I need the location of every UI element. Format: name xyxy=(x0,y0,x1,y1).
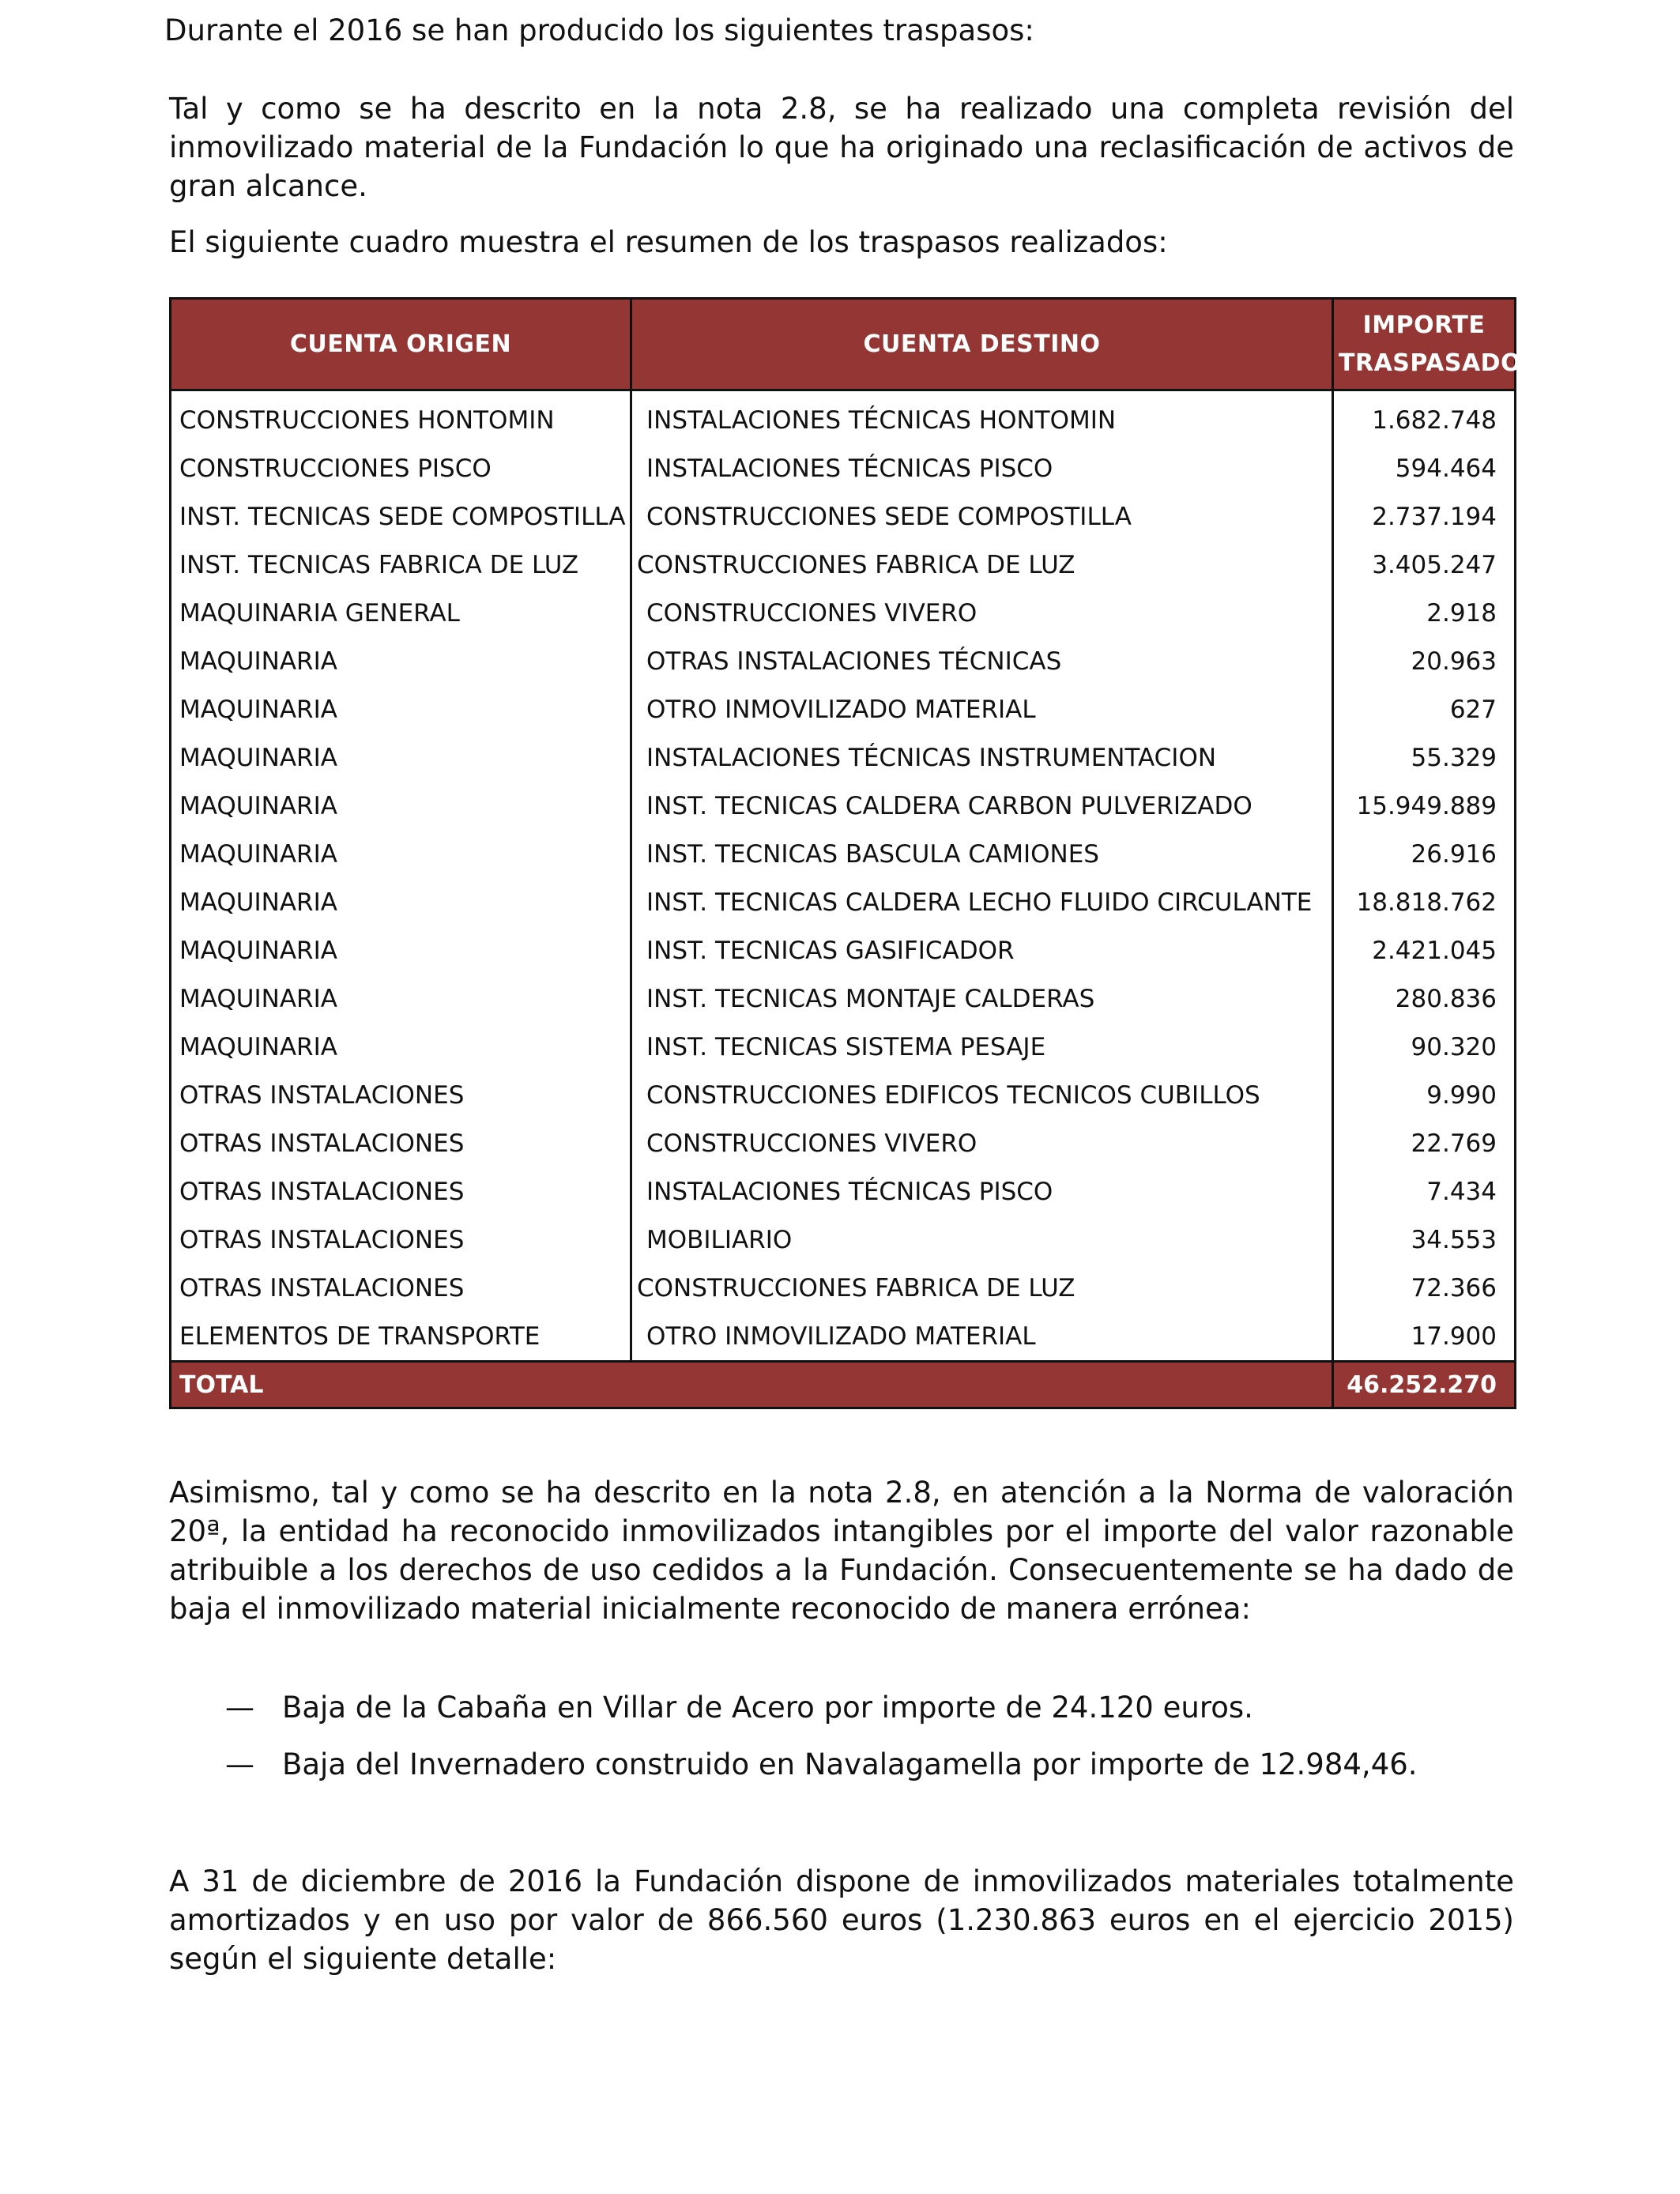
table-row xyxy=(171,685,1516,733)
cell-amount: 280.836 xyxy=(1333,974,1516,1023)
table-row xyxy=(171,1167,1516,1216)
table-row xyxy=(171,878,1516,926)
cell-amount: 7.434 xyxy=(1333,1167,1516,1216)
cell-origin: MAQUINARIA xyxy=(171,782,631,830)
cell-origin: MAQUINARIA xyxy=(171,878,631,926)
cell-origin: CONSTRUCCIONES PISCO xyxy=(171,444,631,492)
cell-destination: INSTALACIONES TÉCNICAS HONTOMIN xyxy=(631,390,1333,445)
table-total-row xyxy=(171,1362,1516,1408)
cell-destination: CONSTRUCCIONES VIVERO xyxy=(631,589,1333,637)
cell-origin: OTRAS INSTALACIONES xyxy=(171,1216,631,1264)
table-header-row xyxy=(171,299,1516,390)
cell-destination: INSTALACIONES TÉCNICAS PISCO xyxy=(631,1167,1333,1216)
cell-origin: MAQUINARIA xyxy=(171,733,631,782)
table-row xyxy=(171,782,1516,830)
bullet-item-cabana xyxy=(225,1688,1253,1727)
cell-amount: 1.682.748 xyxy=(1333,390,1516,445)
cell-origin: CONSTRUCCIONES HONTOMIN xyxy=(171,390,631,445)
cell-destination: INST. TECNICAS CALDERA CARBON PULVERIZADO xyxy=(631,782,1333,830)
table-row xyxy=(171,1119,1516,1167)
table-row xyxy=(171,492,1516,541)
transfers-table xyxy=(169,297,1522,1409)
paragraph-amortized: A 31 de diciembre de 2016 la Fundación dispone de inmovilizados materiales totalmente amortizados y en uso por valor de 866.560 euros (1.230.863 euros en el ejercicio 2015) según el siguiente detalle: xyxy=(169,1864,1514,1976)
cell-amount: 594.464 xyxy=(1333,444,1516,492)
total-amount: 46.252.270 xyxy=(1333,1362,1516,1408)
cell-origin: MAQUINARIA xyxy=(171,926,631,974)
cell-destination: OTRAS INSTALACIONES TÉCNICAS xyxy=(631,637,1333,685)
paragraph-revision: Tal y como se ha descrito en la nota 2.8, se ha realizado una completa revisión del inmovilizado material de la Fundación lo que ha originado una reclasificación de activos de gran alcance. xyxy=(169,92,1514,203)
cell-destination: INST. TECNICAS CALDERA LECHO FLUIDO CIRCULANTE xyxy=(631,878,1333,926)
intro-text: Durante el 2016 se han producido los siguientes traspasos: xyxy=(164,13,1034,47)
table-row xyxy=(171,733,1516,782)
table-row xyxy=(171,1312,1516,1362)
total-label: TOTAL xyxy=(171,1362,1333,1408)
table-row xyxy=(171,637,1516,685)
cell-amount: 627 xyxy=(1333,685,1516,733)
bullet-text: Baja del Invernadero construido en Navalagamella por importe de 12.984,46. xyxy=(282,1747,1418,1781)
cell-amount: 15.949.889 xyxy=(1333,782,1516,830)
cell-origin: MAQUINARIA xyxy=(171,637,631,685)
cell-destination: INST. TECNICAS GASIFICADOR xyxy=(631,926,1333,974)
table-row xyxy=(171,541,1516,589)
cell-origin: OTRAS INSTALACIONES xyxy=(171,1264,631,1312)
cell-amount: 3.405.247 xyxy=(1333,541,1516,589)
cell-origin: INST. TECNICAS FABRICA DE LUZ xyxy=(171,541,631,589)
cell-destination: CONSTRUCCIONES VIVERO xyxy=(631,1119,1333,1167)
cell-amount: 17.900 xyxy=(1333,1312,1516,1362)
cell-amount: 9.990 xyxy=(1333,1071,1516,1119)
cell-destination: CONSTRUCCIONES FABRICA DE LUZ xyxy=(631,1264,1333,1312)
cell-origin: MAQUINARIA xyxy=(171,974,631,1023)
cell-origin: MAQUINARIA xyxy=(171,685,631,733)
table-row xyxy=(171,1023,1516,1071)
cell-amount: 20.963 xyxy=(1333,637,1516,685)
cell-amount: 18.818.762 xyxy=(1333,878,1516,926)
table-row xyxy=(171,926,1516,974)
cell-amount: 22.769 xyxy=(1333,1119,1516,1167)
bullet-text: Baja de la Cabaña en Villar de Acero por importe de 24.120 euros. xyxy=(282,1691,1253,1725)
cell-origin: OTRAS INSTALACIONES xyxy=(171,1071,631,1119)
paragraph-intangibles: Asimismo, tal y como se ha descrito en la nota 2.8, en atención a la Norma de valoración 20ª, la entidad ha reconocido inmovilizados intangibles por el importe del valor razonable atribuible a los derechos de uso cedidos a la Fundación. Consecuentemente se ha dado de baja el inmovilizado material inicialmente reconocido de manera errónea: xyxy=(169,1476,1514,1626)
cell-destination: MOBILIARIO xyxy=(631,1216,1333,1264)
cell-origin: ELEMENTOS DE TRANSPORTE xyxy=(171,1312,631,1362)
cell-destination: INST. TECNICAS BASCULA CAMIONES xyxy=(631,830,1333,878)
cell-origin: INST. TECNICAS SEDE COMPOSTILLA xyxy=(171,492,631,541)
cell-amount: 2.737.194 xyxy=(1333,492,1516,541)
cell-origin: OTRAS INSTALACIONES xyxy=(171,1167,631,1216)
header-origin: CUENTA ORIGEN xyxy=(171,299,631,390)
cell-amount: 26.916 xyxy=(1333,830,1516,878)
cell-origin: MAQUINARIA xyxy=(171,830,631,878)
table-row xyxy=(171,974,1516,1023)
cell-amount: 34.553 xyxy=(1333,1216,1516,1264)
table-row xyxy=(171,444,1516,492)
cell-amount: 90.320 xyxy=(1333,1023,1516,1071)
dash-icon: — xyxy=(225,1747,254,1781)
cell-origin: OTRAS INSTALACIONES xyxy=(171,1119,631,1167)
cell-destination: INST. TECNICAS SISTEMA PESAJE xyxy=(631,1023,1333,1071)
table-row xyxy=(171,830,1516,878)
cell-origin: MAQUINARIA xyxy=(171,1023,631,1071)
cell-destination: INST. TECNICAS MONTAJE CALDERAS xyxy=(631,974,1333,1023)
table-row xyxy=(171,390,1516,445)
cell-amount: 55.329 xyxy=(1333,733,1516,782)
bullet-item-invernadero xyxy=(225,1745,1418,1784)
cell-destination: OTRO INMOVILIZADO MATERIAL xyxy=(631,685,1333,733)
table-row xyxy=(171,1216,1516,1264)
paragraph-summary-intro: El siguiente cuadro muestra el resumen de los traspasos realizados: xyxy=(169,225,1168,259)
dash-icon: — xyxy=(225,1691,254,1725)
cell-amount: 2.421.045 xyxy=(1333,926,1516,974)
cell-destination: CONSTRUCCIONES EDIFICOS TECNICOS CUBILLOS xyxy=(631,1071,1333,1119)
header-amount: IMPORTE TRASPASADO xyxy=(1333,299,1516,390)
table-row xyxy=(171,589,1516,637)
cell-destination: OTRO INMOVILIZADO MATERIAL xyxy=(631,1312,1333,1362)
header-destination: CUENTA DESTINO xyxy=(631,299,1333,390)
cell-amount: 72.366 xyxy=(1333,1264,1516,1312)
cell-destination: CONSTRUCCIONES FABRICA DE LUZ xyxy=(631,541,1333,589)
table-row xyxy=(171,1071,1516,1119)
table-row xyxy=(171,1264,1516,1312)
cell-amount: 2.918 xyxy=(1333,589,1516,637)
cell-destination: INSTALACIONES TÉCNICAS PISCO xyxy=(631,444,1333,492)
cell-origin: MAQUINARIA GENERAL xyxy=(171,589,631,637)
cell-destination: CONSTRUCCIONES SEDE COMPOSTILLA xyxy=(631,492,1333,541)
cell-destination: INSTALACIONES TÉCNICAS INSTRUMENTACION xyxy=(631,733,1333,782)
